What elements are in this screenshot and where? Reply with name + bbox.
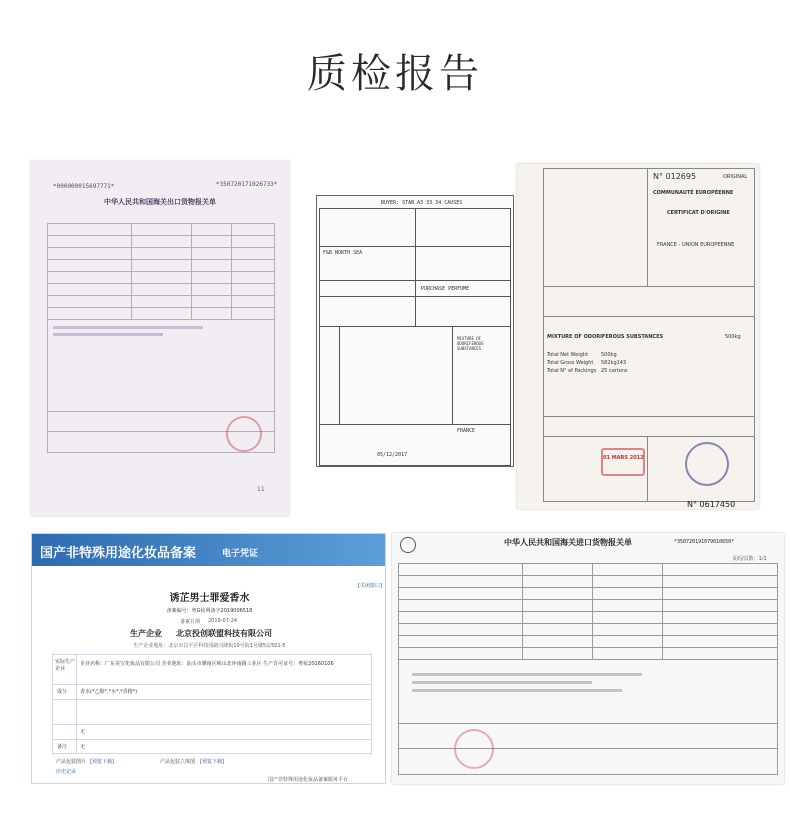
- package-image-download[interactable]: [预览下载]: [90, 759, 114, 765]
- notes-value-1: 无: [80, 729, 86, 735]
- customs-stamp: [226, 416, 262, 452]
- declaration-title: 中华人民共和国海关出口货物报关单: [104, 198, 216, 206]
- page-title: 质检报告: [307, 51, 483, 97]
- net-weight-label: Total Net Weight: [547, 352, 589, 358]
- doc2-date: 05/12/2017: [377, 452, 408, 458]
- net-weight-value: 500kg: [601, 352, 617, 358]
- certificate-mixture: MIXTURE OF ODORIFEROUS SUBSTANCES: [547, 334, 664, 340]
- commercial-document-scan: [316, 195, 514, 467]
- chamber-seal: [685, 442, 729, 486]
- record-date-label: 备案日期: [180, 619, 201, 625]
- actual-producer-text: 企业名称：广东美宝化妆品有限公司 企业地址：汕头市潮南区峡山北环南路工业区 生产许可证号：粤妆20160106: [80, 661, 334, 667]
- declaration-barcode: *000000015697771*: [53, 183, 115, 190]
- import-customs-stamp: [454, 729, 494, 769]
- company-address: 生产企业地址：北京市昌平区科技园路兴隆街10号院1号楼5层501-5: [133, 643, 286, 649]
- doc2-header: BUYER: STAB A3 33 34 CAUSES: [381, 200, 463, 206]
- import-declaration-title: 中华人民共和国海关进口货物报关单: [504, 538, 632, 547]
- package-3d-label: 产品包装立体图: [160, 759, 196, 765]
- cosmetics-filing-certificate: [31, 533, 386, 784]
- record-date: 2019-07-24: [208, 618, 238, 624]
- certificate-number: N° 012695: [653, 172, 697, 181]
- customs-logo-icon: [400, 537, 416, 553]
- doc2-country: FRANCE: [457, 428, 476, 434]
- notes-label: 备注: [57, 744, 68, 750]
- certificate-title: CERTIFICAT D'ORIGINE: [667, 210, 730, 216]
- gross-weight-value: 582kg143: [601, 360, 627, 366]
- history-link[interactable]: 历史记录: [56, 769, 77, 775]
- actual-producer-label: 实际生产企业: [55, 659, 76, 672]
- date-stamp: [601, 448, 645, 476]
- record-number: 备案编号：粤G妆网备字2019006518: [166, 608, 253, 614]
- ingredients-text: 香水(*乙醇*,*水*,*香精*): [80, 689, 138, 695]
- company-label: 生产企业: [130, 629, 162, 638]
- doc2-mixture: MIXTURE OF ODORIFEROUS SUBSTANCES: [457, 336, 484, 351]
- company-name: 北京投创联盟科技有限公司: [176, 629, 272, 638]
- gross-weight-label: Total Gross Weight: [547, 360, 594, 366]
- certificate-weight: 500kg: [725, 334, 741, 340]
- certificate-of-origin-scan: [517, 164, 759, 509]
- certificate-original: ORIGINAL: [723, 174, 748, 180]
- doc2-purchase: PURCHASE PERFUME: [421, 286, 470, 292]
- product-name: 诱芷男士罪爱香水: [169, 593, 250, 604]
- declaration-stamp-number: 11: [257, 486, 265, 493]
- close-window-link[interactable]: [关闭窗口]: [358, 583, 382, 589]
- certificate-country: FRANCE - UNION EUROPEENNE: [657, 242, 735, 248]
- import-declaration-number: *350720191079010650*: [674, 539, 735, 545]
- packings-value: 25 cartons: [601, 368, 628, 374]
- packings-label: Total N° of Packings: [547, 368, 597, 374]
- notes-value-2: 无: [80, 744, 86, 750]
- declaration-number: *350720171026733*: [216, 181, 278, 188]
- import-page-number: 页码/页数：1/1: [732, 556, 767, 562]
- package-3d-download[interactable]: [预览下载]: [200, 759, 224, 765]
- filing-banner-subtitle: 电子凭证: [222, 549, 259, 559]
- certificate-bottom-number: N° 0617450: [687, 500, 736, 509]
- filing-banner-title: 国产非特殊用途化妆品备案: [40, 546, 197, 561]
- ingredients-label: 成分: [57, 689, 68, 695]
- export-declaration-scan: [31, 161, 289, 516]
- doc2-consignee: F&B NORTH SEA: [323, 250, 363, 256]
- certificate-community: COMMUNAUTÉ EUROPÉENNE: [653, 190, 734, 196]
- package-image-label: 产品包装图片: [56, 759, 87, 765]
- bottom-strip: 国产非特殊用途化妆品备案服务平台: [268, 777, 349, 783]
- import-declaration-scan: [392, 533, 784, 784]
- date-stamp-text: 01 MARS 2012: [603, 455, 644, 461]
